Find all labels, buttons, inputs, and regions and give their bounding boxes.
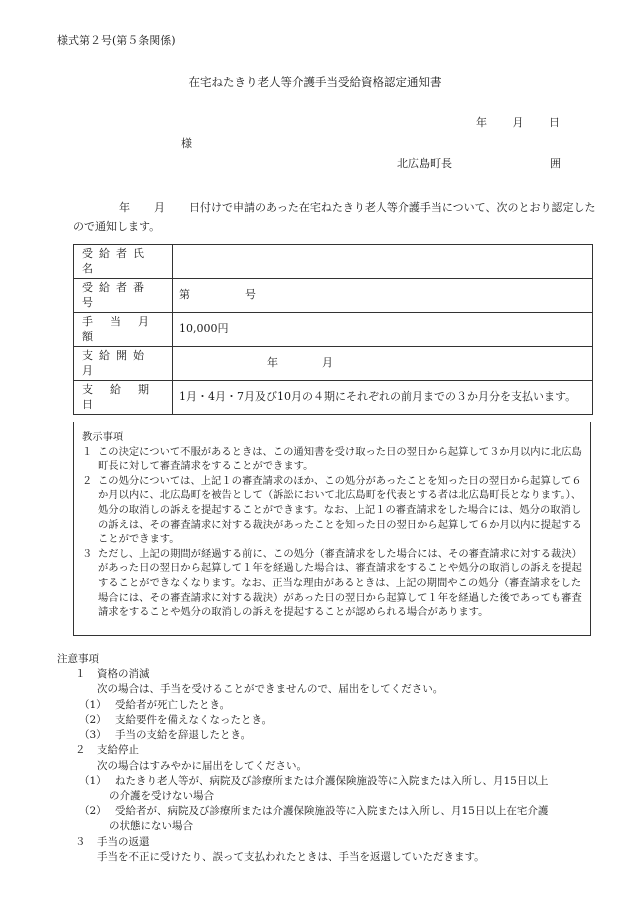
row-label: 支給開始月: [74, 347, 173, 381]
list-item-continuation: の介護を受けない場合: [109, 789, 214, 802]
intro-year: 年: [119, 201, 130, 214]
notes-section-1: １ 資格の消滅: [75, 668, 150, 681]
notes-section-2: ２ 支給停止: [75, 744, 139, 757]
list-item: （1） ねたきり老人等が、病院及び診療所または介護保険施設等に入院または入所し、月15日以上: [79, 774, 549, 787]
list-item: （2） 受給者が、病院及び診療所または介護保険施設等に入院または入所し、月15日以上在宅介護: [79, 805, 549, 818]
table-row: [74, 381, 593, 415]
list-item-continuation: の状態にない場合: [109, 820, 193, 833]
row-label: 受給者番号: [74, 279, 173, 313]
document-title: 在宅ねたきり老人等介護手当受給資格認定通知書: [188, 75, 442, 89]
instruction-item: ３ ただし、上記の期間が経過する前に、この処分（審査請求をした場合には、その審査請求に対する裁決）があった日の翌日から起算して１年を経過した場合は、審査請求をすることや処分の取消しの訴えを提起することができなくなります。なお、正当な理由があるときは、上記の期間やこの処分（審査請求をした場合には、その審査請求に対する裁決）があった日の翌日から起算して１年を経過した後であっても審査請求をすることや処分の取消しの訴えを提起することが認められる場合があります。: [82, 547, 582, 619]
date-day: 日: [549, 116, 560, 129]
row-value: [173, 245, 593, 279]
row-label: 支 給 期 日: [74, 381, 173, 415]
instruction-box: [73, 422, 591, 636]
intro-paragraph: [73, 199, 603, 236]
row-label: 手 当 月 額: [74, 313, 173, 347]
list-item: （2） 支給要件を備えなくなったとき。: [79, 713, 273, 726]
form-number: 様式第２号(第５条関係): [57, 34, 176, 47]
issue-date: [476, 116, 560, 131]
notes-section-1-desc: 次の場合は、手当を受けることができませんので、届出をしてください。: [97, 683, 444, 696]
row-label: 受給者氏名: [74, 245, 173, 279]
row-value: 1月・4月・7月及び10月の４期にそれぞれの前月までの３か月分を支払います。: [173, 381, 593, 415]
addressee-suffix: 様: [181, 137, 192, 150]
notes-section-3: ３ 手当の返還: [75, 835, 150, 848]
notes-section: [57, 652, 597, 865]
instruction-item: １ この決定について不服があるときは、この通知書を受け取った日の翌日から起算して３か月以内に北広島町長に対して審査請求をすることができます。: [82, 445, 582, 473]
notes-section-3-desc: 手当を不正に受けたり、誤って支払われたときは、手当を返還していただきます。: [97, 850, 485, 863]
list-item: （3） 手当の支給を辞退したとき。: [79, 729, 252, 742]
table-row: [74, 347, 593, 381]
table-row: [74, 313, 593, 347]
row-value: 10,000円: [173, 313, 593, 347]
intro-text: 日付けで申請のあった在宅ねたきり老人等介護手当について、次のとおり認定したので通知します。: [73, 201, 596, 233]
seal-mark: 囲: [550, 157, 561, 170]
row-value: 年 月: [173, 347, 593, 381]
recipient-info-table: [73, 244, 593, 415]
table-row: [74, 279, 593, 313]
date-month: 月: [512, 116, 524, 129]
notes-section-2-desc: 次の場合はすみやかに届出をしてください。: [97, 759, 307, 772]
instruction-heading: 教示事項: [82, 431, 124, 443]
instruction-item: ２ この処分については、上記１の審査請求のほか、この処分があったことを知った日の翌日から起算して６か月以内に、北広島町を被告として（訴訟において北広島町を代表とする者は北広島町長となります。）、処分の取消しの訴えを提起することができます。なお、上記１の審査請求をした場合には、処分の取消しの訴えは、その審査請求に対する裁決があったことを知った日の翌日から起算して６か月以内に提起することができます。: [82, 474, 582, 546]
intro-month: 月: [154, 201, 165, 214]
issuer-name: 北広島町長: [397, 157, 452, 170]
list-item: （1） 受給者が死亡したとき。: [79, 698, 231, 711]
row-value: 第 号: [173, 279, 593, 313]
date-year: 年: [476, 116, 487, 129]
notes-heading: 注意事項: [57, 653, 99, 665]
table-row: [74, 245, 593, 279]
